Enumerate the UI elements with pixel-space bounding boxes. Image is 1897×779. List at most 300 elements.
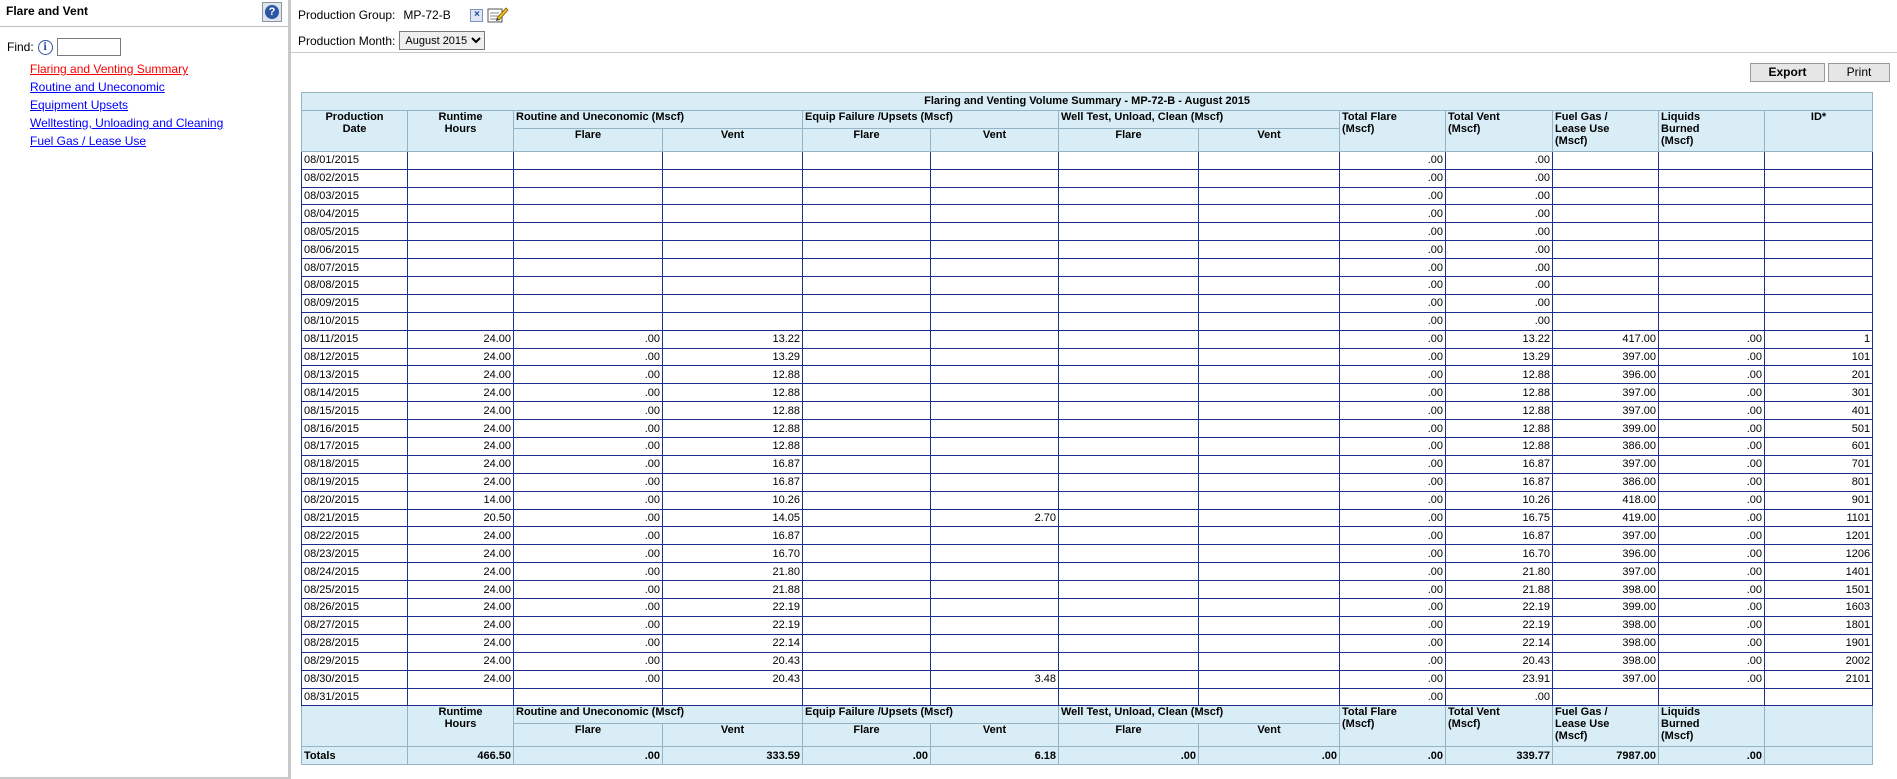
row-value-cell bbox=[514, 241, 663, 259]
table-row bbox=[302, 581, 1873, 599]
row-date-cell: 08/30/2015 bbox=[302, 670, 408, 688]
row-value-cell bbox=[1765, 169, 1873, 187]
row-value-cell: 24.00 bbox=[408, 652, 514, 670]
row-value-cell: .00 bbox=[1659, 581, 1765, 599]
column-header-total-flare bbox=[1340, 110, 1446, 151]
row-value-cell bbox=[803, 509, 931, 527]
table-row bbox=[302, 491, 1873, 509]
column-header-liquids-line: Burned bbox=[1661, 122, 1700, 135]
row-value-cell: 24.00 bbox=[408, 348, 514, 366]
row-value-cell: 14.05 bbox=[663, 509, 803, 527]
table-row bbox=[302, 259, 1873, 277]
column-header-fuel bbox=[1553, 706, 1659, 747]
row-value-cell bbox=[931, 616, 1059, 634]
row-value-cell: .00 bbox=[514, 545, 663, 563]
row-value-cell bbox=[803, 527, 931, 545]
row-value-cell bbox=[1199, 455, 1340, 473]
row-date-cell: 08/16/2015 bbox=[302, 420, 408, 438]
row-value-cell bbox=[1765, 223, 1873, 241]
row-value-cell bbox=[803, 688, 931, 706]
row-value-cell bbox=[1765, 259, 1873, 277]
row-value-cell bbox=[1553, 169, 1659, 187]
row-value-cell: 22.19 bbox=[663, 616, 803, 634]
row-value-cell bbox=[1059, 348, 1199, 366]
column-header-runtime-line: Runtime bbox=[438, 110, 483, 123]
row-value-cell: 16.87 bbox=[663, 473, 803, 491]
row-value-cell bbox=[1765, 187, 1873, 205]
row-value-cell: 24.00 bbox=[408, 438, 514, 456]
totals-value-cell: .00 bbox=[1199, 747, 1340, 765]
row-value-cell bbox=[1199, 491, 1340, 509]
clear-icon[interactable]: × bbox=[470, 9, 483, 22]
row-value-cell bbox=[514, 169, 663, 187]
totals-value-cell: 7987.00 bbox=[1553, 747, 1659, 765]
row-value-cell: 16.87 bbox=[1446, 455, 1553, 473]
row-value-cell: 24.00 bbox=[408, 545, 514, 563]
sidebar-nav-link[interactable]: Welltesting, Unloading and Cleaning bbox=[30, 116, 224, 130]
row-value-cell: .00 bbox=[1340, 509, 1446, 527]
column-header-vent: Vent bbox=[663, 128, 803, 151]
column-header-liquids-line: (Mscf) bbox=[1661, 730, 1694, 743]
row-value-cell bbox=[803, 402, 931, 420]
row-value-cell: 397.00 bbox=[1553, 527, 1659, 545]
row-value-cell: 12.88 bbox=[1446, 420, 1553, 438]
row-value-cell bbox=[408, 312, 514, 330]
row-value-cell: .00 bbox=[1340, 205, 1446, 223]
row-value-cell bbox=[1059, 420, 1199, 438]
row-value-cell: .00 bbox=[1659, 527, 1765, 545]
filter-bar bbox=[291, 0, 1897, 53]
row-value-cell bbox=[663, 241, 803, 259]
print-button[interactable]: Print bbox=[1828, 63, 1890, 82]
table-row bbox=[302, 670, 1873, 688]
row-value-cell: .00 bbox=[514, 420, 663, 438]
row-value-cell: 24.00 bbox=[408, 455, 514, 473]
row-value-cell: 397.00 bbox=[1553, 348, 1659, 366]
column-header-liquids-line: Liquids bbox=[1661, 110, 1701, 123]
row-value-cell: 24.00 bbox=[408, 527, 514, 545]
totals-value-cell: .00 bbox=[803, 747, 931, 765]
row-value-cell bbox=[408, 259, 514, 277]
row-value-cell: .00 bbox=[1340, 563, 1446, 581]
row-value-cell bbox=[803, 259, 931, 277]
row-value-cell: .00 bbox=[1340, 402, 1446, 420]
table-row bbox=[302, 616, 1873, 634]
row-value-cell: 397.00 bbox=[1553, 670, 1659, 688]
row-value-cell: .00 bbox=[1340, 652, 1446, 670]
row-value-cell: 21.80 bbox=[1446, 563, 1553, 581]
row-value-cell: .00 bbox=[1340, 259, 1446, 277]
row-value-cell bbox=[803, 473, 931, 491]
help-button[interactable] bbox=[262, 2, 282, 22]
row-value-cell: 396.00 bbox=[1553, 545, 1659, 563]
row-value-cell bbox=[514, 223, 663, 241]
sidebar-nav-link[interactable]: Equipment Upsets bbox=[30, 98, 129, 112]
column-header-fuel-line: (Mscf) bbox=[1555, 730, 1588, 743]
column-header-welltest: Well Test, Unload, Clean (Mscf) bbox=[1059, 706, 1340, 724]
row-value-cell bbox=[408, 277, 514, 295]
row-value-cell: 12.88 bbox=[663, 384, 803, 402]
row-value-cell bbox=[1553, 312, 1659, 330]
column-header-runtime-line: Hours bbox=[444, 122, 477, 135]
row-date-cell: 08/28/2015 bbox=[302, 634, 408, 652]
row-value-cell bbox=[1059, 402, 1199, 420]
column-header-runtime bbox=[408, 706, 514, 747]
row-value-cell bbox=[1199, 420, 1340, 438]
row-value-cell: .00 bbox=[514, 581, 663, 599]
summary-table bbox=[301, 92, 1873, 765]
row-date-cell: 08/27/2015 bbox=[302, 616, 408, 634]
row-value-cell bbox=[1059, 312, 1199, 330]
table-row bbox=[302, 527, 1873, 545]
row-value-cell bbox=[1199, 652, 1340, 670]
row-value-cell bbox=[1199, 187, 1340, 205]
row-value-cell: .00 bbox=[1446, 169, 1553, 187]
row-date-cell: 08/01/2015 bbox=[302, 151, 408, 169]
row-value-cell bbox=[931, 259, 1059, 277]
row-value-cell bbox=[803, 634, 931, 652]
row-value-cell bbox=[931, 205, 1059, 223]
row-value-cell bbox=[931, 384, 1059, 402]
row-value-cell: .00 bbox=[1340, 581, 1446, 599]
column-header-total-flare-line: Total Flare bbox=[1342, 110, 1397, 123]
column-header-total-vent bbox=[1446, 110, 1553, 151]
row-value-cell bbox=[931, 563, 1059, 581]
table-row bbox=[302, 599, 1873, 617]
row-value-cell: 2.70 bbox=[931, 509, 1059, 527]
row-value-cell: 24.00 bbox=[408, 616, 514, 634]
row-value-cell bbox=[1553, 187, 1659, 205]
find-input[interactable] bbox=[57, 38, 121, 56]
row-value-cell: .00 bbox=[1659, 348, 1765, 366]
row-value-cell bbox=[803, 384, 931, 402]
row-value-cell: .00 bbox=[1340, 616, 1446, 634]
row-value-cell: 13.22 bbox=[663, 330, 803, 348]
row-value-cell: .00 bbox=[514, 616, 663, 634]
row-value-cell: 24.00 bbox=[408, 402, 514, 420]
row-value-cell: .00 bbox=[514, 599, 663, 617]
row-value-cell: .00 bbox=[1340, 438, 1446, 456]
row-value-cell bbox=[1199, 634, 1340, 652]
edit-icon[interactable] bbox=[487, 6, 509, 24]
row-value-cell: .00 bbox=[1446, 151, 1553, 169]
row-value-cell bbox=[931, 455, 1059, 473]
row-date-cell: 08/25/2015 bbox=[302, 581, 408, 599]
row-value-cell bbox=[408, 223, 514, 241]
row-value-cell bbox=[663, 223, 803, 241]
row-value-cell bbox=[931, 599, 1059, 617]
row-value-cell bbox=[1765, 294, 1873, 312]
row-value-cell: 399.00 bbox=[1553, 599, 1659, 617]
row-value-cell bbox=[1553, 277, 1659, 295]
row-value-cell: 12.88 bbox=[663, 420, 803, 438]
column-header-fuel-line: Fuel Gas / bbox=[1555, 110, 1608, 123]
row-value-cell: 401 bbox=[1765, 402, 1873, 420]
column-header-total-vent bbox=[1446, 706, 1553, 747]
row-value-cell bbox=[1059, 223, 1199, 241]
sidebar-nav-link[interactable]: Flaring and Venting Summary bbox=[30, 62, 189, 76]
row-value-cell: 386.00 bbox=[1553, 473, 1659, 491]
row-value-cell bbox=[1059, 527, 1199, 545]
row-value-cell bbox=[1199, 438, 1340, 456]
row-value-cell: .00 bbox=[1340, 169, 1446, 187]
row-value-cell bbox=[1059, 366, 1199, 384]
row-value-cell: 21.88 bbox=[663, 581, 803, 599]
row-value-cell: 1 bbox=[1765, 330, 1873, 348]
table-row bbox=[302, 384, 1873, 402]
row-value-cell: 2101 bbox=[1765, 670, 1873, 688]
row-value-cell: 397.00 bbox=[1553, 384, 1659, 402]
row-value-cell bbox=[931, 366, 1059, 384]
column-header-routine: Routine and Uneconomic (Mscf) bbox=[514, 110, 803, 128]
column-header-fuel-line: (Mscf) bbox=[1555, 134, 1588, 147]
row-value-cell bbox=[1199, 330, 1340, 348]
row-value-cell bbox=[803, 294, 931, 312]
row-value-cell: .00 bbox=[1659, 438, 1765, 456]
row-value-cell bbox=[663, 169, 803, 187]
export-button[interactable]: Export bbox=[1750, 63, 1825, 82]
row-value-cell bbox=[1059, 616, 1199, 634]
column-header-date bbox=[302, 110, 408, 151]
row-value-cell bbox=[1199, 151, 1340, 169]
totals-value-cell: .00 bbox=[1059, 747, 1199, 765]
table-row bbox=[302, 169, 1873, 187]
row-value-cell: .00 bbox=[1659, 509, 1765, 527]
row-value-cell bbox=[1059, 634, 1199, 652]
row-value-cell bbox=[1553, 223, 1659, 241]
sidebar-nav-link[interactable]: Fuel Gas / Lease Use bbox=[30, 134, 147, 148]
row-value-cell: .00 bbox=[1340, 634, 1446, 652]
row-date-cell: 08/07/2015 bbox=[302, 259, 408, 277]
row-value-cell: 24.00 bbox=[408, 581, 514, 599]
row-value-cell: 23.91 bbox=[1446, 670, 1553, 688]
row-date-cell: 08/20/2015 bbox=[302, 491, 408, 509]
row-date-cell: 08/31/2015 bbox=[302, 688, 408, 706]
row-value-cell: .00 bbox=[1340, 527, 1446, 545]
row-value-cell bbox=[1553, 205, 1659, 223]
row-value-cell: .00 bbox=[1446, 312, 1553, 330]
row-value-cell: .00 bbox=[1340, 348, 1446, 366]
row-value-cell bbox=[1199, 527, 1340, 545]
row-value-cell bbox=[1199, 205, 1340, 223]
row-value-cell bbox=[1199, 259, 1340, 277]
row-value-cell: .00 bbox=[1659, 616, 1765, 634]
row-value-cell bbox=[803, 348, 931, 366]
row-value-cell: 398.00 bbox=[1553, 616, 1659, 634]
row-value-cell bbox=[514, 312, 663, 330]
column-header-runtime-line: Runtime bbox=[438, 706, 483, 719]
row-value-cell bbox=[803, 277, 931, 295]
row-value-cell: 12.88 bbox=[663, 438, 803, 456]
row-date-cell: 08/18/2015 bbox=[302, 455, 408, 473]
row-value-cell bbox=[803, 438, 931, 456]
row-value-cell bbox=[1199, 670, 1340, 688]
row-value-cell bbox=[931, 420, 1059, 438]
column-header-fuel-line: Lease Use bbox=[1555, 718, 1610, 731]
row-value-cell bbox=[408, 688, 514, 706]
row-value-cell bbox=[1199, 348, 1340, 366]
row-value-cell bbox=[1765, 277, 1873, 295]
table-row bbox=[302, 312, 1873, 330]
row-value-cell bbox=[663, 294, 803, 312]
row-value-cell: 397.00 bbox=[1553, 402, 1659, 420]
row-value-cell bbox=[408, 169, 514, 187]
row-value-cell bbox=[1659, 151, 1765, 169]
row-value-cell: .00 bbox=[514, 473, 663, 491]
row-value-cell: 417.00 bbox=[1553, 330, 1659, 348]
row-value-cell: .00 bbox=[514, 634, 663, 652]
row-value-cell: .00 bbox=[1340, 473, 1446, 491]
row-value-cell bbox=[931, 581, 1059, 599]
row-value-cell bbox=[408, 187, 514, 205]
row-value-cell bbox=[408, 294, 514, 312]
totals-value-cell: .00 bbox=[1340, 747, 1446, 765]
row-value-cell: .00 bbox=[1659, 473, 1765, 491]
table-row bbox=[302, 277, 1873, 295]
row-value-cell bbox=[1059, 205, 1199, 223]
table-row bbox=[302, 563, 1873, 581]
table-row bbox=[302, 223, 1873, 241]
row-value-cell: .00 bbox=[1659, 420, 1765, 438]
row-value-cell bbox=[1553, 151, 1659, 169]
row-value-cell: .00 bbox=[1340, 277, 1446, 295]
row-value-cell: .00 bbox=[1340, 241, 1446, 259]
column-header-liquids-line: Liquids bbox=[1661, 706, 1701, 719]
row-value-cell bbox=[663, 688, 803, 706]
row-value-cell bbox=[931, 294, 1059, 312]
table-row bbox=[302, 348, 1873, 366]
column-header-flare: Flare bbox=[514, 724, 663, 747]
sidebar-nav-link[interactable]: Routine and Uneconomic bbox=[30, 80, 165, 94]
row-value-cell: 14.00 bbox=[408, 491, 514, 509]
totals-value-cell bbox=[1765, 747, 1873, 765]
row-value-cell: .00 bbox=[1340, 545, 1446, 563]
column-header-total-vent-line: (Mscf) bbox=[1448, 122, 1481, 135]
help-icon: ? bbox=[265, 5, 279, 19]
row-date-cell: 08/23/2015 bbox=[302, 545, 408, 563]
table-row bbox=[302, 294, 1873, 312]
column-header-liquids-line: Burned bbox=[1661, 718, 1700, 731]
row-value-cell: 20.43 bbox=[663, 670, 803, 688]
row-value-cell: .00 bbox=[1446, 294, 1553, 312]
row-value-cell bbox=[931, 348, 1059, 366]
column-header-vent: Vent bbox=[663, 724, 803, 747]
row-value-cell: .00 bbox=[514, 402, 663, 420]
row-value-cell: .00 bbox=[1446, 688, 1553, 706]
row-value-cell bbox=[514, 688, 663, 706]
row-value-cell: .00 bbox=[1340, 223, 1446, 241]
info-icon[interactable]: i bbox=[38, 40, 53, 55]
row-value-cell: 418.00 bbox=[1553, 491, 1659, 509]
row-value-cell bbox=[663, 259, 803, 277]
sidebar bbox=[0, 0, 291, 779]
row-value-cell: 13.22 bbox=[1446, 330, 1553, 348]
row-value-cell bbox=[931, 634, 1059, 652]
row-value-cell: .00 bbox=[1446, 277, 1553, 295]
row-value-cell: 12.88 bbox=[1446, 402, 1553, 420]
row-value-cell: .00 bbox=[514, 670, 663, 688]
production-month-select[interactable] bbox=[399, 31, 485, 50]
row-value-cell: 601 bbox=[1765, 438, 1873, 456]
row-value-cell: .00 bbox=[1340, 151, 1446, 169]
row-value-cell: 21.88 bbox=[1446, 581, 1553, 599]
row-value-cell bbox=[803, 223, 931, 241]
row-value-cell bbox=[663, 312, 803, 330]
row-value-cell bbox=[1765, 151, 1873, 169]
row-value-cell: .00 bbox=[1659, 330, 1765, 348]
row-value-cell: .00 bbox=[514, 527, 663, 545]
column-header-total-vent-line: Total Vent bbox=[1448, 706, 1500, 719]
row-value-cell bbox=[803, 330, 931, 348]
row-value-cell: 20.50 bbox=[408, 509, 514, 527]
row-value-cell: .00 bbox=[1659, 384, 1765, 402]
row-value-cell bbox=[931, 688, 1059, 706]
totals-value-cell: 466.50 bbox=[408, 747, 514, 765]
row-value-cell bbox=[931, 330, 1059, 348]
row-value-cell bbox=[514, 205, 663, 223]
row-value-cell: .00 bbox=[514, 384, 663, 402]
row-value-cell: .00 bbox=[514, 455, 663, 473]
row-value-cell: .00 bbox=[1340, 491, 1446, 509]
totals-value-cell: 339.77 bbox=[1446, 747, 1553, 765]
row-value-cell: 1603 bbox=[1765, 599, 1873, 617]
row-value-cell: .00 bbox=[1659, 652, 1765, 670]
production-group-label: Production Group: bbox=[298, 8, 396, 22]
row-value-cell: 22.19 bbox=[1446, 599, 1553, 617]
totals-value-cell: 6.18 bbox=[931, 747, 1059, 765]
row-value-cell: 16.87 bbox=[663, 527, 803, 545]
row-value-cell: 22.14 bbox=[663, 634, 803, 652]
row-value-cell bbox=[931, 473, 1059, 491]
row-value-cell: 3.48 bbox=[931, 670, 1059, 688]
row-value-cell bbox=[1059, 545, 1199, 563]
row-value-cell: 24.00 bbox=[408, 473, 514, 491]
table-title-row bbox=[302, 93, 1873, 111]
column-header-flare: Flare bbox=[1059, 724, 1199, 747]
row-value-cell: .00 bbox=[1446, 259, 1553, 277]
row-value-cell bbox=[803, 563, 931, 581]
column-header-welltest: Well Test, Unload, Clean (Mscf) bbox=[1059, 110, 1340, 128]
row-value-cell: 2002 bbox=[1765, 652, 1873, 670]
row-value-cell: 24.00 bbox=[408, 563, 514, 581]
row-value-cell bbox=[803, 491, 931, 509]
row-date-cell: 08/11/2015 bbox=[302, 330, 408, 348]
row-value-cell bbox=[1059, 491, 1199, 509]
row-value-cell: .00 bbox=[1340, 688, 1446, 706]
row-value-cell: .00 bbox=[514, 438, 663, 456]
row-value-cell: 13.29 bbox=[663, 348, 803, 366]
row-value-cell bbox=[663, 277, 803, 295]
column-header-liquids bbox=[1659, 706, 1765, 747]
row-value-cell: 16.87 bbox=[1446, 527, 1553, 545]
row-value-cell bbox=[514, 259, 663, 277]
row-value-cell: 801 bbox=[1765, 473, 1873, 491]
row-value-cell bbox=[1659, 312, 1765, 330]
sidebar-nav bbox=[30, 61, 223, 151]
row-value-cell: 24.00 bbox=[408, 599, 514, 617]
table-row bbox=[302, 545, 1873, 563]
column-header-liquids bbox=[1659, 110, 1765, 151]
row-date-cell: 08/05/2015 bbox=[302, 223, 408, 241]
row-value-cell bbox=[1059, 688, 1199, 706]
row-value-cell bbox=[803, 169, 931, 187]
column-header-flare: Flare bbox=[1059, 128, 1199, 151]
column-header-flare: Flare bbox=[803, 724, 931, 747]
row-value-cell bbox=[1059, 277, 1199, 295]
column-header-fuel-line: Fuel Gas / bbox=[1555, 706, 1608, 719]
row-value-cell bbox=[803, 545, 931, 563]
column-header-runtime-line: Hours bbox=[444, 718, 477, 731]
